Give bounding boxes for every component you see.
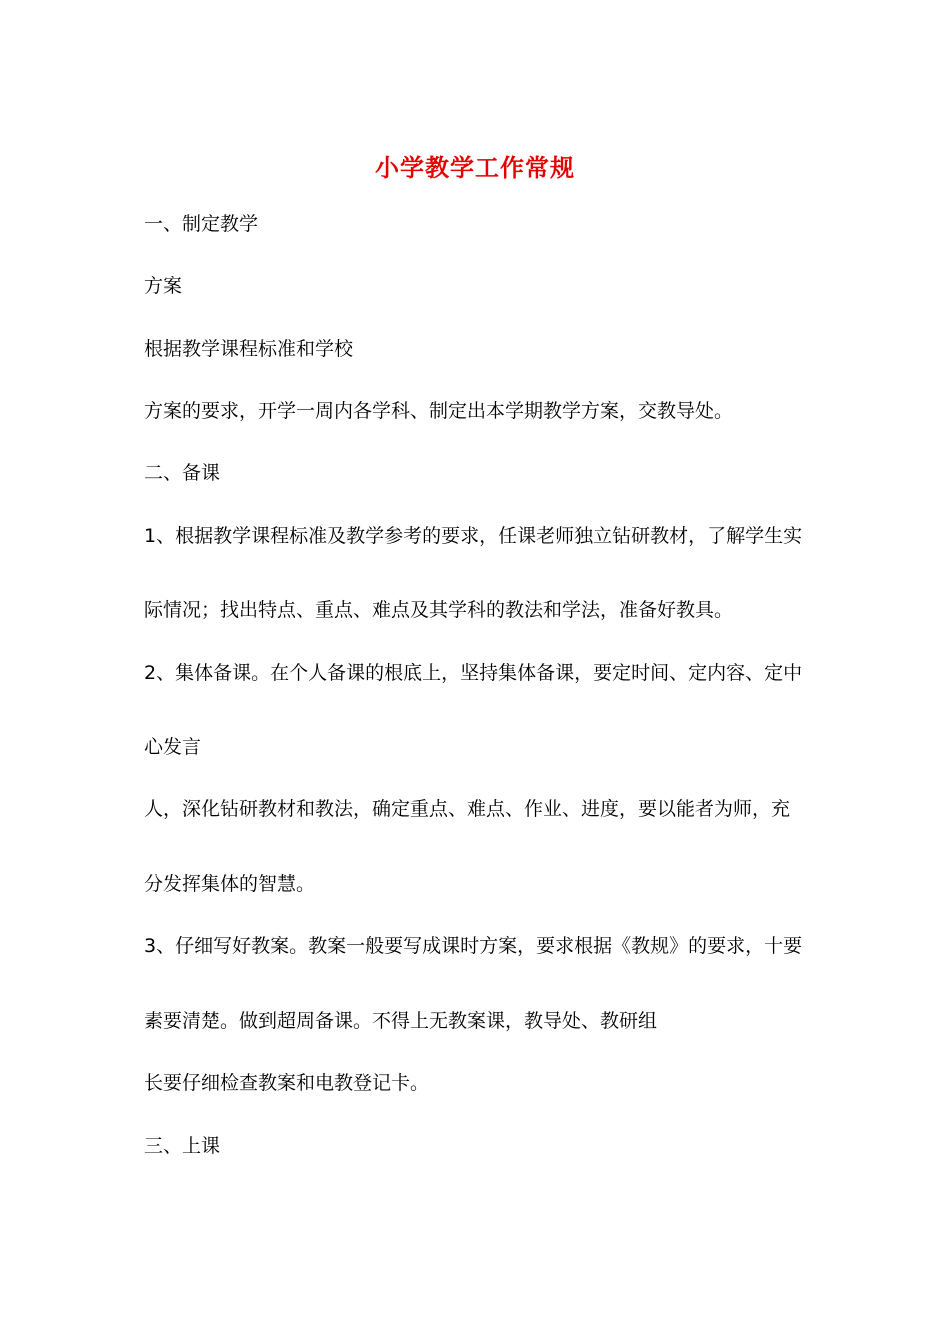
paragraph-line: 分发挥集体的智慧。	[144, 873, 316, 895]
document-title: 小学教学工作常规	[375, 153, 575, 182]
paragraph-line: 长要仔细检查教案和电教登记卡。	[144, 1072, 430, 1094]
paragraph-line: 际情况；找出特点、重点、难点及其学科的教法和学法，准备好教具。	[144, 599, 734, 621]
paragraph-line: 方案的要求，开学一周内各学科、制定出本学期教学方案，交教导处。	[144, 400, 734, 422]
section-heading-1: 一、制定教学	[144, 213, 259, 235]
section-heading-2: 二、备课	[144, 462, 221, 484]
paragraph-line: 1、根据教学课程标准及教学参考的要求，任课老师独立钻研教材，了解学生实	[144, 525, 803, 547]
paragraph-line: 根据教学课程标准和学校	[144, 338, 354, 360]
paragraph-line: 素要清楚。做到超周备课。不得上无教案课，教导处、教研组	[144, 1010, 658, 1032]
paragraph-line: 2、集体备课。在个人备课的根底上，坚持集体备课，要定时间、定内容、定中	[144, 662, 803, 684]
paragraph-line: 心发言	[144, 736, 202, 758]
section-heading-3: 三、上课	[144, 1135, 221, 1157]
paragraph-line: 人，深化钻研教材和教法，确定重点、难点、作业、进度，要以能者为师，充	[144, 798, 791, 820]
paragraph-line: 方案	[144, 275, 183, 297]
paragraph-line: 3、仔细写好教案。教案一般要写成课时方案，要求根据《教规》的要求，十要	[144, 935, 803, 957]
